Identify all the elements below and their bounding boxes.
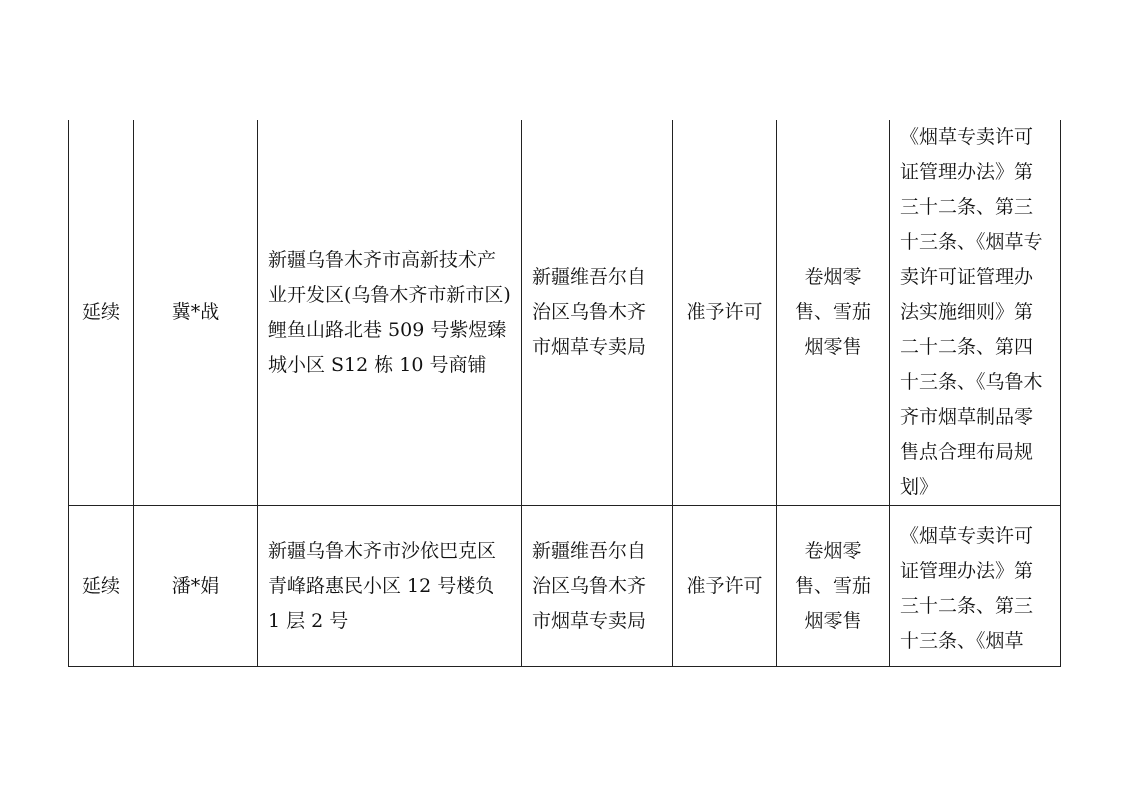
business-scope: 卷烟零售、雪茄烟零售 (794, 539, 871, 632)
business-scope-cell (777, 506, 890, 667)
issuing-authority: 新疆维吾尔自治区乌鲁木齐市烟草专卖局 (532, 266, 647, 358)
legal-basis-cell (890, 506, 1061, 667)
decision-cell (673, 506, 777, 667)
table-row (69, 506, 1061, 667)
license-type: 延续 (81, 574, 120, 597)
business-address: 新疆乌鲁木齐市高新技术产业开发区(乌鲁木齐市新市区)鲤鱼山路北巷 509 号紫煜臻城小区 S12 栋 10 号商铺 (268, 248, 511, 376)
issuing-authority: 新疆维吾尔自治区乌鲁木齐市烟草专卖局 (532, 539, 647, 632)
legal-basis: 《烟草专卖许可证管理办法》第三十二条、第三十三条、《烟草专卖许可证管理办法实施细则》第二十二条、第四十三条、《乌鲁木齐市烟草制品零售点合理布局规划》 (900, 126, 1043, 498)
applicant-name: 冀*战 (171, 301, 220, 323)
business-address-cell (258, 506, 522, 667)
business-address-cell (258, 120, 522, 506)
legal-basis: 《烟草专卖许可证管理办法》第三十二条、第三十三条、《烟草 (900, 525, 1034, 652)
applicant-name-cell (134, 120, 258, 506)
license-type: 延续 (81, 301, 120, 323)
license-type-cell (69, 120, 134, 506)
legal-basis-cell (890, 120, 1061, 506)
business-scope-cell (777, 120, 890, 506)
business-address: 新疆乌鲁木齐市沙依巴克区青峰路惠民小区 12 号楼负 1 层 2 号 (268, 539, 497, 632)
decision: 准予许可 (686, 301, 763, 323)
decision-cell (673, 120, 777, 506)
issuing-authority-cell (522, 120, 673, 506)
license-decision-table (68, 120, 1061, 667)
decision: 准予许可 (686, 574, 763, 597)
applicant-name-cell (134, 506, 258, 667)
issuing-authority-cell (522, 506, 673, 667)
business-scope: 卷烟零售、雪茄烟零售 (794, 266, 871, 358)
license-type-cell (69, 506, 134, 667)
table-row (69, 120, 1061, 506)
applicant-name: 潘*娟 (171, 574, 220, 597)
